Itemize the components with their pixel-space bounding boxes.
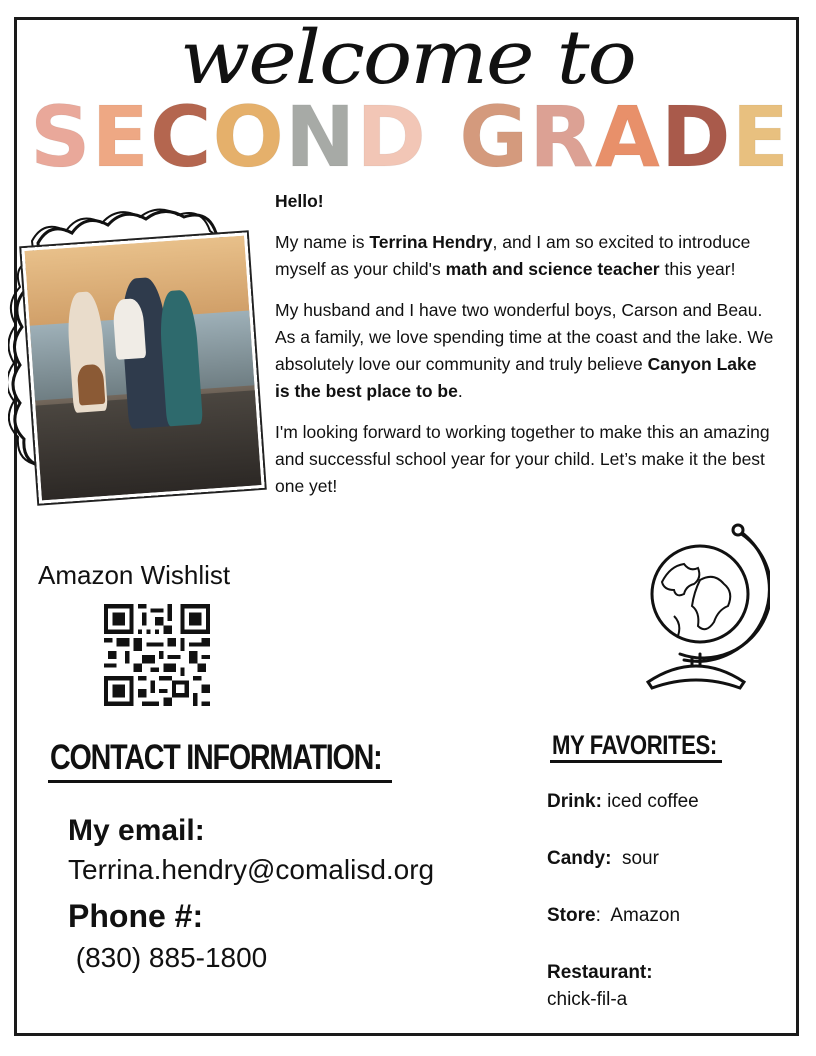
second-grade-title bbox=[30, 88, 790, 186]
my-favorites-heading: MY FAVORITES: bbox=[552, 730, 717, 760]
email-value[interactable]: Terrina.hendry@comalisd.org bbox=[68, 854, 435, 885]
title-letter: N bbox=[284, 88, 357, 186]
welcome-script-title: welcome to bbox=[180, 15, 635, 101]
favorite-candy: Candy: sour bbox=[547, 848, 659, 869]
title-letter: C bbox=[149, 88, 213, 186]
globe-icon bbox=[640, 522, 770, 692]
amazon-wishlist-label: Amazon Wishlist bbox=[38, 560, 231, 590]
contact-heading-underline bbox=[48, 780, 392, 783]
phone-value[interactable]: (830) 885-1800 bbox=[68, 942, 268, 973]
title-letter: D bbox=[660, 88, 732, 186]
favorite-store: Store: Amazon bbox=[547, 905, 681, 926]
letter-greeting: Hello! bbox=[275, 191, 324, 211]
letter-paragraph-family: My husband and I have two wonderful boys, Carson and Beau. As a family, we love spending time at the coast and the lake. We absolutely love our community and truly believe Canyon Lake is the best place to be. bbox=[275, 300, 774, 401]
welcome-letter bbox=[275, 188, 775, 514]
letter-paragraph-intro: My name is Terrina Hendry, and I am so excited to introduce myself as your child's math and science teacher this year! bbox=[275, 232, 751, 279]
letter-paragraph-closing: I'm looking forward to working together to make this an amazing and successful school year for your child. Let’s make it the best one yet! bbox=[275, 422, 770, 496]
family-photo bbox=[21, 232, 264, 503]
qr-code-icon[interactable] bbox=[104, 604, 210, 706]
title-letter: O bbox=[212, 88, 285, 186]
title-letter: A bbox=[594, 88, 661, 186]
title-letter: G bbox=[459, 88, 530, 186]
phone-label: Phone #: bbox=[68, 898, 204, 934]
title-letter: D bbox=[356, 88, 428, 186]
title-letter: R bbox=[529, 88, 595, 186]
title-letter: E bbox=[91, 88, 150, 186]
favorites-heading-underline bbox=[550, 760, 722, 763]
favorite-restaurant-value: chick-fil-a bbox=[547, 989, 628, 1010]
title-letter: S bbox=[30, 88, 92, 186]
favorite-restaurant: Restaurant: bbox=[547, 962, 653, 983]
title-letter: E bbox=[731, 88, 790, 186]
email-label: My email: bbox=[68, 814, 205, 847]
favorite-drink: Drink: iced coffee bbox=[547, 791, 699, 812]
contact-information-heading: CONTACT INFORMATION: bbox=[50, 738, 382, 777]
